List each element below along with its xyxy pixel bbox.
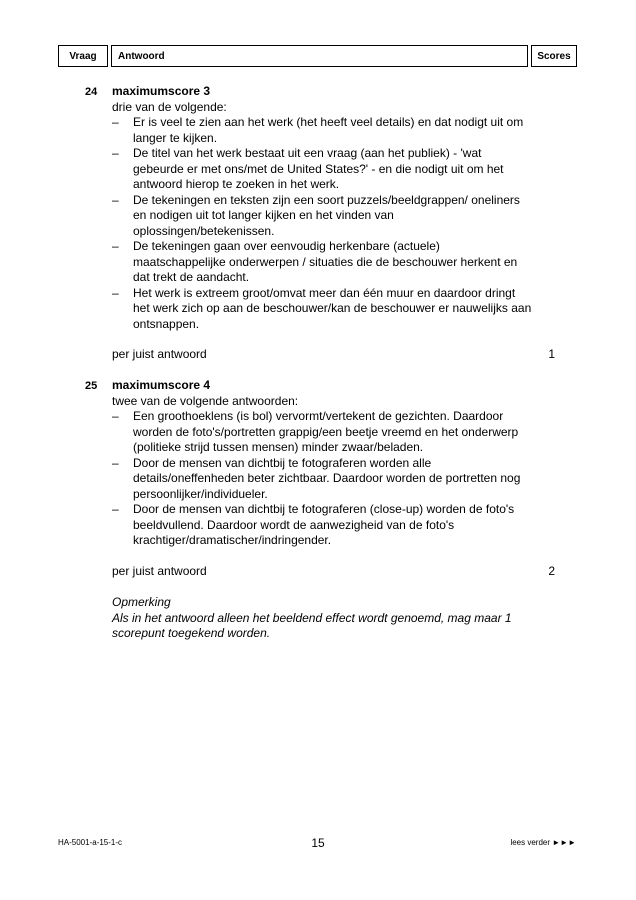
question-number: 25 <box>85 380 98 392</box>
answer-item: – Het werk is extreem groot/omvat meer dan één muur en daardoor dringt het werk zich op aan de beschouwer/kan de beschouwer er nauwelijks aan ontsnappen. <box>112 286 532 333</box>
question-body <box>112 84 532 332</box>
answer-item: – De tekeningen gaan over eenvoudig herkenbare (actuele) maatschappelijke onderwerpen / situaties die de beschouwer herkent en dat trekt de aandacht. <box>112 239 532 286</box>
answer-item: – Door de mensen van dichtbij te fotograferen (close-up) worden de foto's beeldvullend. Daardoor wordt de aanwezigheid van de foto's krachtiger/dramatischer/indringender. <box>112 502 532 549</box>
answer-item: – Er is veel te zien aan het werk (het heeft veel details) en dat nodigt uit om langer te kijken. <box>112 115 532 146</box>
question-body <box>112 378 532 549</box>
answer-item: – Een groothoeklens (is bol) vervormt/vertekent de gezichten. Daardoor worden de foto's/portretten grappig/een beetje vreemd en het onderwerp (politieke strijd tussen mensen) minder zwaar/beladen. <box>112 409 532 456</box>
remark-text: Als in het antwoord alleen het beeldend effect wordt genoemd, mag maar 1 scorepunt toegekend worden. <box>112 610 512 640</box>
header-scores: Scores <box>531 45 577 67</box>
question-number: 24 <box>85 86 98 98</box>
header-antwoord: Antwoord <box>111 45 528 67</box>
score-row <box>112 347 555 362</box>
footer-next: lees verder ►►► <box>510 838 576 847</box>
question-intro: drie van de volgende: <box>112 99 227 114</box>
answer-list <box>112 409 532 549</box>
score-value: 1 <box>548 347 555 361</box>
score-value: 2 <box>548 564 555 578</box>
remark-title: Opmerking <box>112 595 171 609</box>
answer-item: – De titel van het werk bestaat uit een vraag (aan het publiek) - 'wat gebeurde er met ons/met de United States?' - en die nodigt uit om het antwoord hierop te zoeken in het werk. <box>112 146 532 193</box>
answer-item: – Door de mensen van dichtbij te fotograferen worden alle details/oneffenheden beter zichtbaar. Daardoor worden de portretten nog persoonlijker/individueler. <box>112 456 532 503</box>
question-intro: twee van de volgende antwoorden: <box>112 393 299 408</box>
footer-code: HA-5001-a-15-1-c <box>58 838 123 847</box>
answer-item: – De tekeningen en teksten zijn een soort puzzels/beeldgrappen/ oneliners en nodigen uit tot langer kijken en het vinden van oplossingen/betekenissen. <box>112 193 532 240</box>
score-label: per juist antwoord <box>112 347 207 361</box>
score-row <box>112 564 555 579</box>
answer-list <box>112 115 532 332</box>
page-number: 15 <box>311 836 325 850</box>
score-label: per juist antwoord <box>112 564 207 578</box>
question-title: maximumscore 4 <box>112 378 211 392</box>
question-title: maximumscore 3 <box>112 84 211 98</box>
header-vraag: Vraag <box>58 45 108 67</box>
remark <box>112 595 532 642</box>
